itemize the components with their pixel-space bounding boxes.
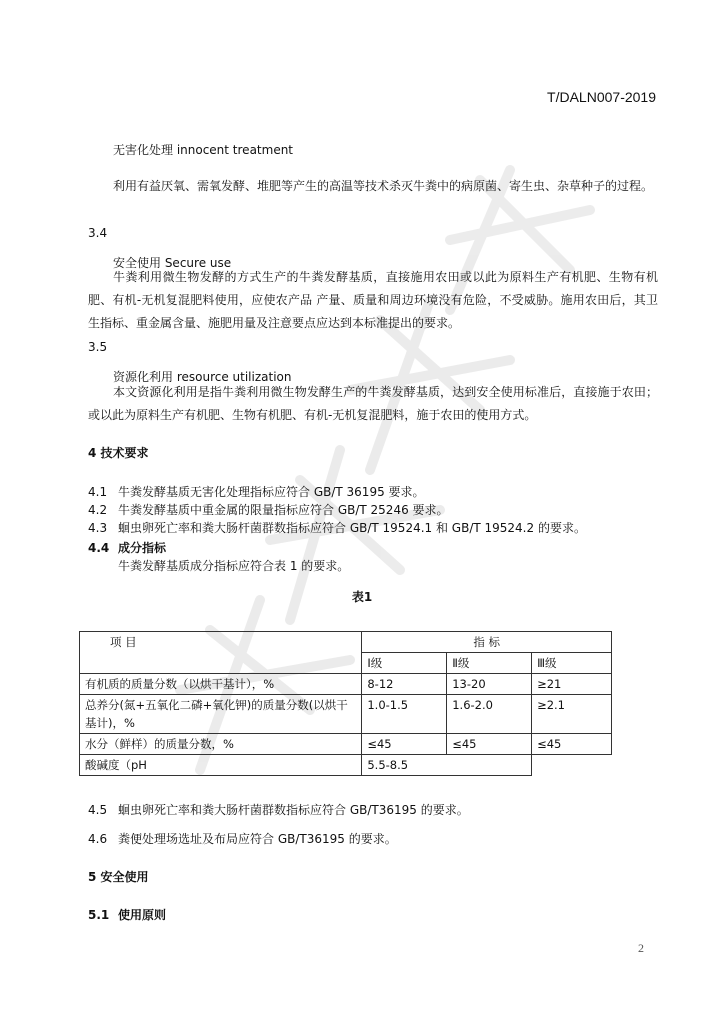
table-header-row — [80, 632, 612, 653]
row-item-cell: 有机质的质量分数（以烘干基计），% — [80, 674, 362, 695]
clause-text: 蛔虫卵死亡率和粪大肠杆菌群数指标应符合 GB/T36195 的要求。 — [118, 803, 469, 817]
grade-2-cell: Ⅱ级 — [447, 653, 532, 674]
term-innocent-title: 无害化处理 innocent treatment — [113, 143, 294, 157]
table-row — [80, 674, 612, 695]
clause-text: 牛粪发酵基质无害化处理指标应符合 GB/T 36195 要求。 — [118, 485, 425, 499]
value-cell: ≤45 — [532, 734, 612, 755]
indicator-table — [79, 631, 612, 776]
value-cell: ≤45 — [362, 734, 447, 755]
clause-number: 4.4 — [88, 541, 110, 555]
clause-4-2 — [88, 501, 449, 518]
header-index-cell: 指 标 — [362, 632, 612, 653]
row-item-cell: 总养分(氮+五氧化二磷+氧化钾)的质量分数(以烘干基计)，% — [80, 695, 362, 734]
clause-text: 牛粪发酵基质中重金属的限量指标应符合 GB/T 25246 要求。 — [118, 503, 449, 517]
page-number: 2 — [638, 941, 644, 955]
clause-number: 5.1 — [88, 908, 110, 922]
term-innocent-definition: 利用有益厌氧、需氧发酵、堆肥等产生的高温等技术杀灭牛粪中的病原菌、寄生虫、杂草种子的过程。 — [113, 179, 654, 193]
row-item-cell: 酸碱度（pH — [80, 755, 362, 776]
clause-text: 蛔虫卵死亡率和粪大肠杆菌群数指标应符合 GB/T 19524.1 和 GB/T 19524.2 的要求。 — [118, 521, 586, 535]
row-item-cell: 水分（鲜样）的质量分数，% — [80, 734, 362, 755]
clause-text: 成分指标 — [118, 541, 167, 555]
clause-4-4-body: 牛粪发酵基质成分指标应符合表 1 的要求。 — [118, 559, 350, 573]
section-4-heading: 4 技术要求 — [88, 446, 149, 460]
term-resource-number: 3.5 — [88, 340, 108, 354]
value-cell: 5.5-8.5 — [362, 755, 532, 776]
document-code: T/DALN007-2019 — [547, 89, 656, 105]
empty-cell — [532, 755, 612, 776]
clause-4-1 — [88, 483, 425, 500]
table-row — [80, 695, 612, 734]
table-row — [80, 734, 612, 755]
table-row — [80, 755, 612, 776]
value-cell: 1.6-2.0 — [447, 695, 532, 734]
value-cell: 1.0-1.5 — [362, 695, 447, 734]
clause-number: 4.1 — [88, 485, 108, 499]
term-resource-definition: 本文资源化利用是指牛粪利用微生物发酵生产的牛粪发酵基质，达到安全使用标准后，直接施于农田；或以此为原料生产有机肥、生物有机肥、有机-无机复混肥料，施于农田的使用方式。 — [88, 385, 658, 422]
grade-3-cell: Ⅲ级 — [532, 653, 612, 674]
header-item-cell: 项 目 — [80, 632, 362, 674]
clause-number: 4.2 — [88, 503, 108, 517]
value-cell: ≥21 — [532, 674, 612, 695]
term-safe-use-title: 安全使用 Secure use — [113, 256, 232, 270]
grade-1-cell: Ⅰ级 — [362, 653, 447, 674]
clause-text: 粪便处理场选址及布局应符合 GB/T36195 的要求。 — [118, 832, 397, 846]
clause-4-6 — [88, 830, 397, 847]
value-cell: ≥2.1 — [532, 695, 612, 734]
section-5-heading: 5 安全使用 — [88, 870, 149, 884]
value-cell: 13-20 — [447, 674, 532, 695]
value-cell: ≤45 — [447, 734, 532, 755]
clause-number: 4.5 — [88, 803, 108, 817]
term-safe-use-definition: 牛粪利用微生物发酵的方式生产的牛粪发酵基质，直接施用农田或以此为原料生产有机肥、生物有机肥、有机-无机复混肥料使用，应使农产品 产量、质量和周边环境没有危险，不受威胁。施用农田后，其卫生指标、重金属含量、施肥用量及注意要点应达到本标准提出的要求。 — [88, 270, 658, 330]
clause-text: 使用原则 — [118, 908, 167, 922]
clause-4-4 — [88, 539, 166, 556]
clause-4-3 — [88, 519, 586, 536]
clause-number: 4.3 — [88, 521, 108, 535]
term-resource-title: 资源化利用 resource utilization — [113, 370, 292, 384]
clause-number: 4.6 — [88, 832, 108, 846]
clause-5-1 — [88, 906, 166, 923]
value-cell: 8-12 — [362, 674, 447, 695]
table-caption: 表1 — [351, 590, 373, 604]
clause-4-5 — [88, 801, 469, 818]
term-safe-use-number: 3.4 — [88, 226, 108, 240]
